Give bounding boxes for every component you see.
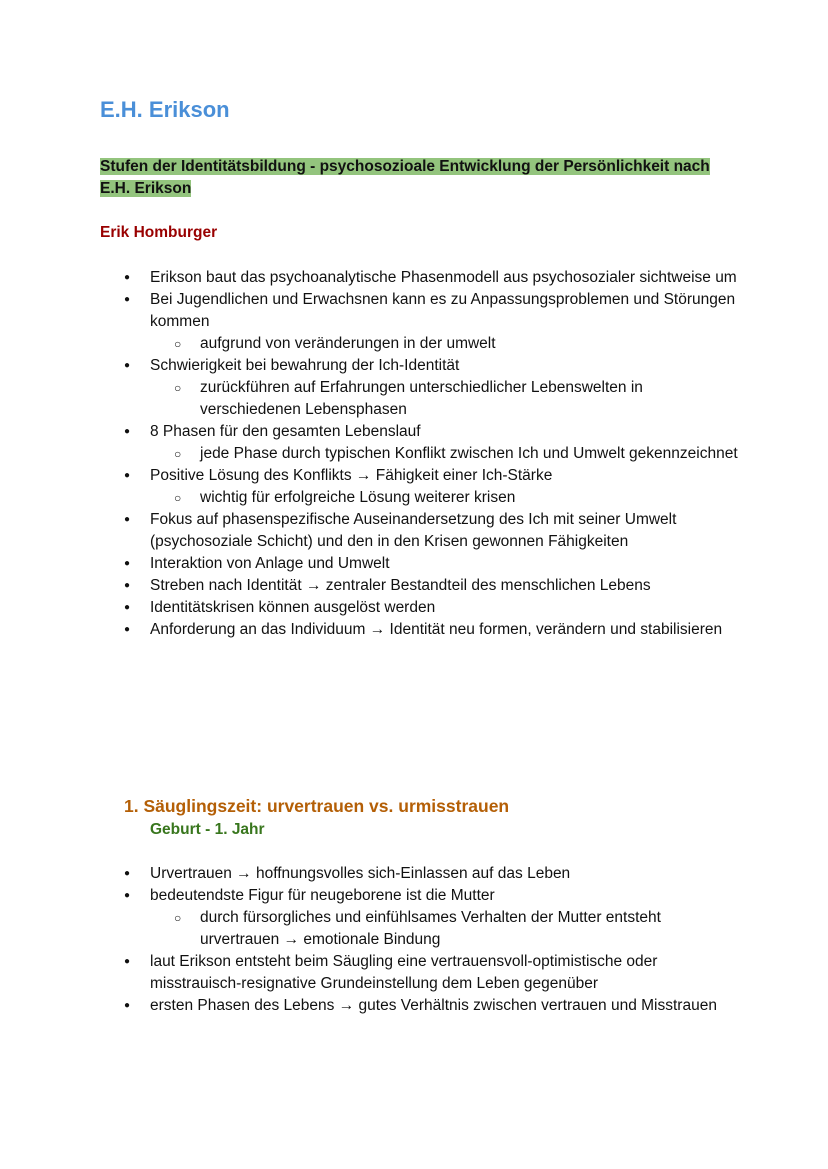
list-item: ● Erikson baut das psychoanalytische Phasenmodell aus psychosozialer sichtweise um [100,267,740,289]
list-item: ○ zurückführen auf Erfahrungen unterschiedlicher Lebenswelten in verschiedenen Lebensphasen [100,377,740,421]
highlighted-heading [100,156,740,200]
list-item: ● Fokus auf phasenspezifische Auseinandersetzung des Ich mit seiner Umwelt (psychosoziale Schicht) und den in den Krisen gewonnen Fähigkeiten [100,509,740,553]
list-item: ● Positive Lösung des Konflikts → Fähigkeit einer Ich-Stärke [100,465,740,487]
section-heading-sauglingszeit: 1. Säuglingszeit: urvertrauen vs. urmisstrauen [124,796,510,816]
list-item: ○ aufgrund von veränderungen in der umwelt [100,333,740,355]
list-item: ● bedeutendste Figur für neugeborene ist die Mutter [100,885,740,907]
list-item: ○ wichtig für erfolgreiche Lösung weiterer krisen [100,487,740,509]
document-title: E.H. Erikson [100,97,230,122]
list-item: ● Anforderung an das Individuum → Identität neu formen, verändern und stabilisieren [100,619,740,641]
section-subheading-age-range: Geburt - 1. Jahr [150,821,265,838]
list-item: ● 8 Phasen für den gesamten Lebenslauf [100,421,740,443]
list-item: ● Schwierigkeit bei bewahrung der Ich-Identität [100,355,740,377]
list-item: ● Bei Jugendlichen und Erwachsnen kann es zu Anpassungsproblemen und Störungen kommen [100,289,740,333]
highlighted-heading-text: Stufen der Identitätsbildung - psychosozioale Entwicklung der Persönlichkeit nach E.H. Erikson [100,158,710,197]
list-item: ● Interaktion von Anlage und Umwelt [100,553,740,575]
list-item: ● Urvertrauen → hoffnungsvolles sich-Einlassen auf das Leben [100,863,740,885]
author-name: Erik Homburger [100,224,218,241]
list-item: ● ersten Phasen des Lebens → gutes Verhältnis zwischen vertrauen und Misstrauen [100,995,740,1017]
list-item: ○ durch fürsorgliches und einfühlsames Verhalten der Mutter entsteht urvertrauen → emotionale Bindung [100,907,740,951]
bullet-list-sauglingszeit [100,863,740,1017]
list-item: ● Streben nach Identität → zentraler Bestandteil des menschlichen Lebens [100,575,740,597]
list-item: ● Identitätskrisen können ausgelöst werden [100,597,740,619]
list-item: ● laut Erikson entsteht beim Säugling eine vertrauensvoll-optimistische oder misstrauisch-resignative Grundeinstellung dem Leben gegenüber [100,951,740,995]
list-item: ○ jede Phase durch typischen Konflikt zwischen Ich und Umwelt gekennzeichnet [100,443,740,465]
bullet-list-overview [100,267,740,641]
